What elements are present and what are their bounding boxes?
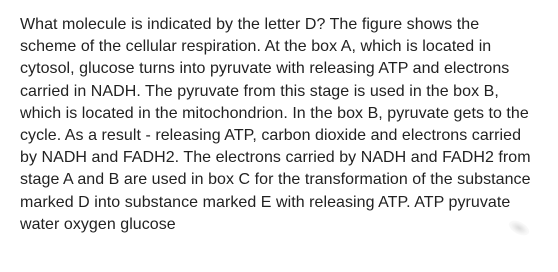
question-text: What molecule is indicated by the letter D? The figure shows the scheme of the cellular respiration. At the box A, which is located in cytosol, glucose turns into pyruvate with releasing ATP and electrons carried in NADH. The pyruvate from this stage is used in the box B, which is located in the mitochondrion. In the box B, pyruvate gets to the cycle. As a result - releasing ATP, carbon dioxide and electrons carried by NADH and FADH2. The electrons carried by NADH and FADH2 from stage A and B are used in box C for the transformation of the substance marked D into substance marked E with releasing ATP. ATP pyruvate water oxygen glucose (20, 16, 531, 233)
